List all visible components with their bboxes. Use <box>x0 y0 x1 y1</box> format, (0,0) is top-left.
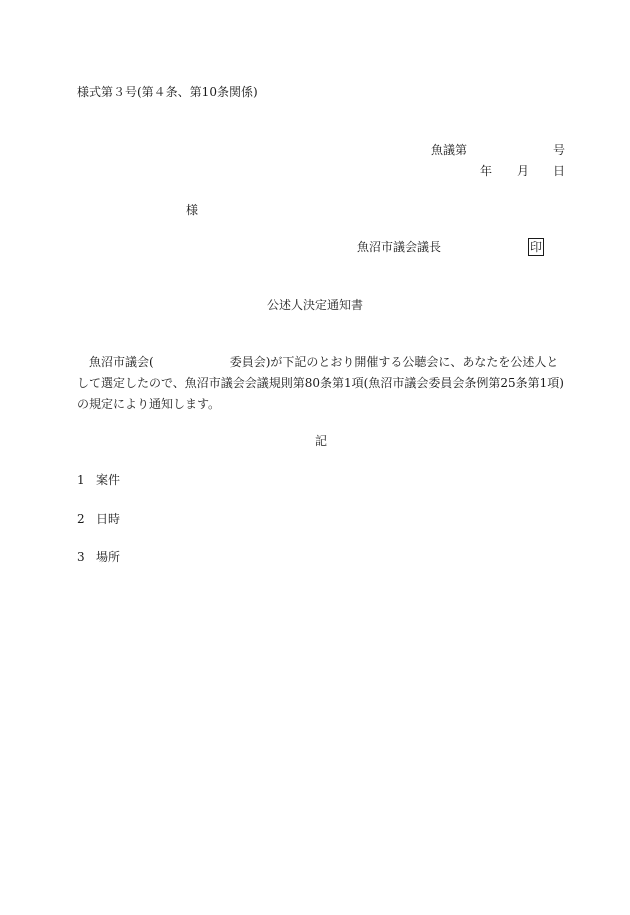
item-number: 2 <box>77 512 85 526</box>
addressee-honorific: 様 <box>186 203 199 217</box>
item-place <box>77 549 120 565</box>
item-number: 3 <box>77 550 85 564</box>
form-label: 様式第３号(第４条、第10条関係) <box>77 85 258 99</box>
document-number-suffix: 号 <box>553 143 566 157</box>
body-line-2: して選定したので、魚沼市議会会議規則第80条第1項(魚沼市議会委員会条例第25条第1項) <box>77 376 564 390</box>
ki-heading: 記 <box>314 434 327 448</box>
document-title: 公述人決定通知書 <box>266 298 363 312</box>
body-paragraph <box>77 352 565 415</box>
sender-title: 魚沼市議会議長 <box>357 240 442 254</box>
document-number-prefix: 魚議第 <box>431 143 468 157</box>
seal-mark: 印 <box>530 240 543 254</box>
body-line-1-start: 魚沼市議会( <box>89 355 154 369</box>
item-agenda <box>77 472 120 488</box>
body-line-3: の規定により通知します。 <box>77 397 221 411</box>
date-year-label: 年 <box>480 164 493 178</box>
item-datetime <box>77 511 120 527</box>
body-line-1-end: 委員会)が下記のとおり開催する公聴会に、あなたを公述人と <box>229 355 559 369</box>
item-number: 1 <box>77 473 85 487</box>
item-label: 場所 <box>96 550 121 564</box>
item-label: 日時 <box>96 512 121 526</box>
date-month-label: 月 <box>517 164 530 178</box>
item-label: 案件 <box>96 473 121 487</box>
date-day-label: 日 <box>553 164 566 178</box>
body-line-1 <box>77 352 565 373</box>
